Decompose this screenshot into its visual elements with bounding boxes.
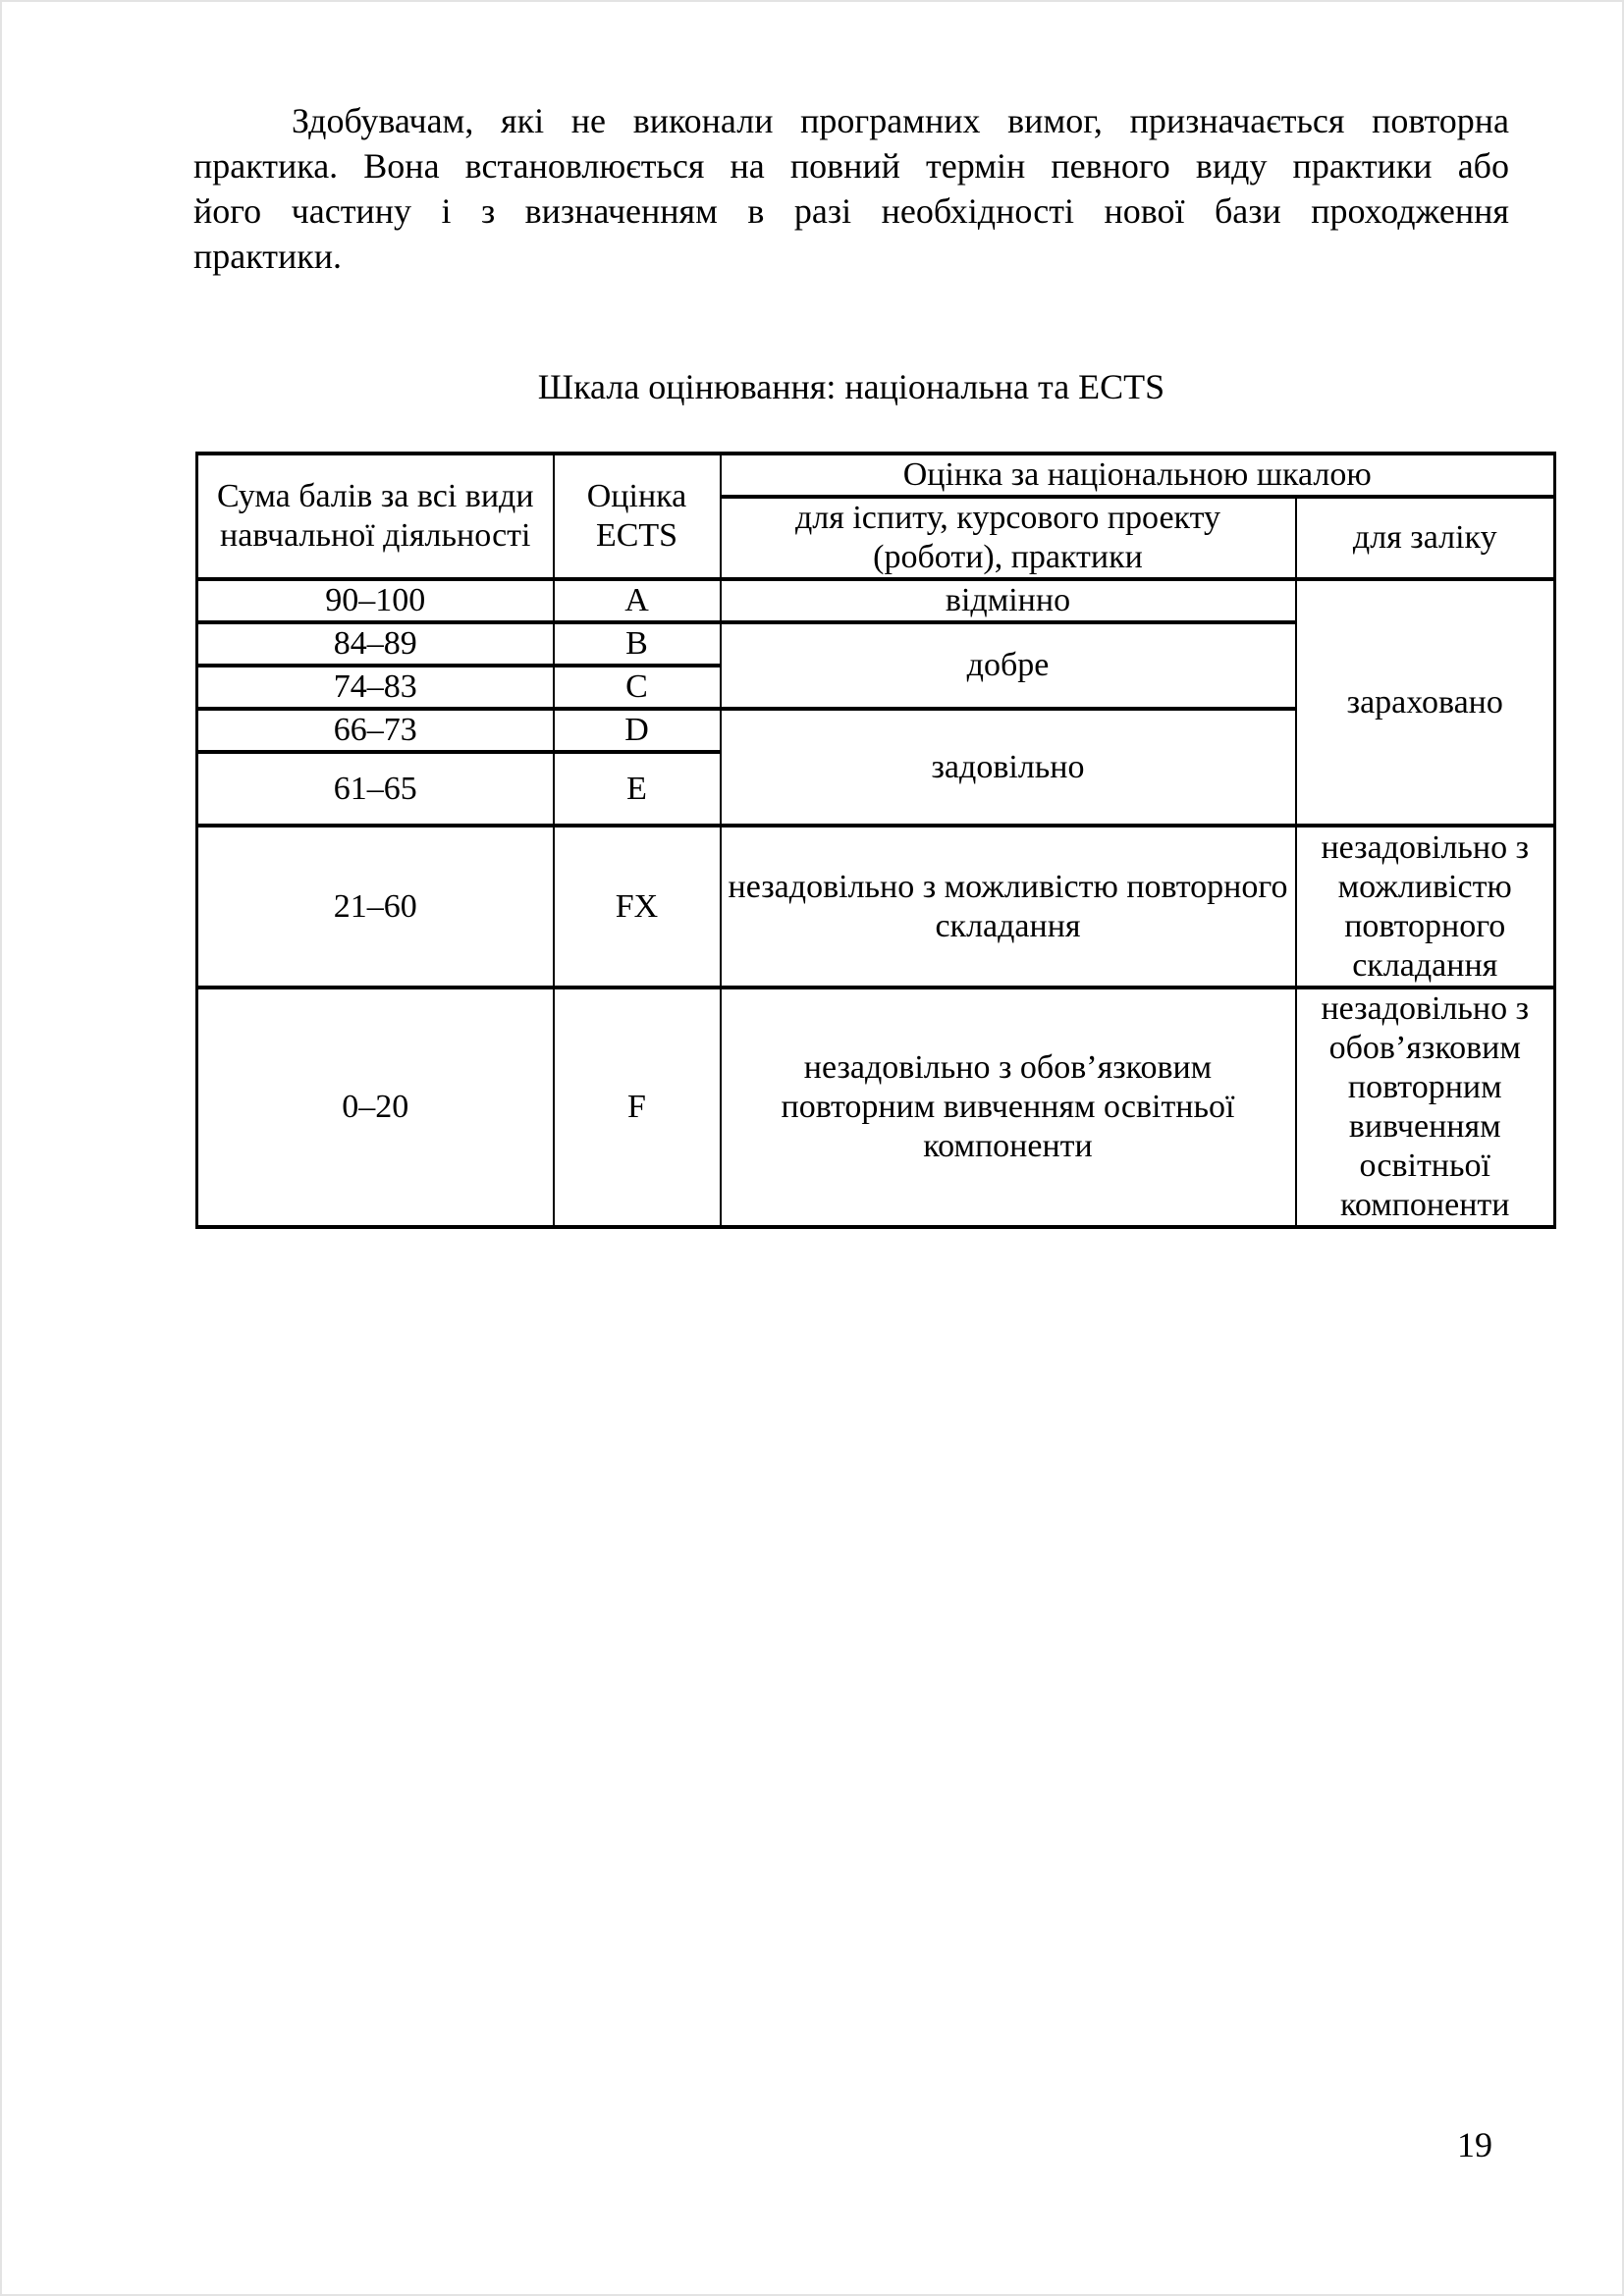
table-row-a bbox=[197, 579, 1555, 622]
cell-credit-pass: зараховано bbox=[1296, 579, 1555, 826]
cell-score-e: 61–65 bbox=[197, 752, 554, 826]
cell-score-f: 0–20 bbox=[197, 988, 554, 1227]
cell-credit-f: незадовільно з обов’язковим повторним вивченням освітньої компоненти bbox=[1296, 988, 1555, 1227]
header-national-scale-cell: Оцінка за національною шкалою bbox=[721, 454, 1555, 497]
cell-ects-f: F bbox=[554, 988, 721, 1227]
intro-paragraph bbox=[193, 98, 1509, 279]
cell-score-fx: 21–60 bbox=[197, 826, 554, 988]
table-header-row-1 bbox=[197, 454, 1555, 497]
paragraph-line: практика. Вона встановлюється на повний термін певного виду практики або bbox=[193, 146, 1509, 186]
grading-scale-table bbox=[195, 452, 1556, 1229]
paragraph-line: Здобувачам, які не виконали програмних вимог, призначається повторна bbox=[292, 101, 1509, 140]
header-ects-cell: Оцінка ECTS bbox=[554, 454, 721, 579]
cell-ects-fx: FX bbox=[554, 826, 721, 988]
header-credit-cell: для заліку bbox=[1296, 497, 1555, 579]
cell-ects-d: D bbox=[554, 709, 721, 752]
paragraph-line: практики. bbox=[193, 237, 343, 276]
cell-national-fx: незадовільно з можливістю повторного складання bbox=[721, 826, 1296, 988]
page-number: 19 bbox=[1457, 2125, 1492, 2164]
header-exam-cell: для іспиту, курсового проекту (роботи), практики bbox=[721, 497, 1296, 579]
cell-score-c: 74–83 bbox=[197, 666, 554, 709]
cell-national-good: добре bbox=[721, 622, 1296, 709]
cell-national-satisfactory: задовільно bbox=[721, 709, 1296, 826]
cell-score-d: 66–73 bbox=[197, 709, 554, 752]
cell-ects-c: C bbox=[554, 666, 721, 709]
table-row-fx bbox=[197, 826, 1555, 988]
header-sum-cell: Сума балів за всі види навчальної діяльності bbox=[197, 454, 554, 579]
cell-score-b: 84–89 bbox=[197, 622, 554, 666]
cell-ects-a: A bbox=[554, 579, 721, 622]
cell-ects-b: B bbox=[554, 622, 721, 666]
table-row-f bbox=[197, 988, 1555, 1227]
cell-ects-e: E bbox=[554, 752, 721, 826]
table-title: Шкала оцінювання: національна та ECTS bbox=[537, 367, 1165, 406]
cell-national-a: відмінно bbox=[721, 579, 1296, 622]
cell-credit-fx: незадовільно з можливістю повторного складання bbox=[1296, 826, 1555, 988]
cell-score-a: 90–100 bbox=[197, 579, 554, 622]
paragraph-line: його частину і з визначенням в разі необхідності нової бази проходження bbox=[193, 191, 1509, 231]
cell-national-f: незадовільно з обов’язковим повторним вивченням освітньої компоненти bbox=[721, 988, 1296, 1227]
